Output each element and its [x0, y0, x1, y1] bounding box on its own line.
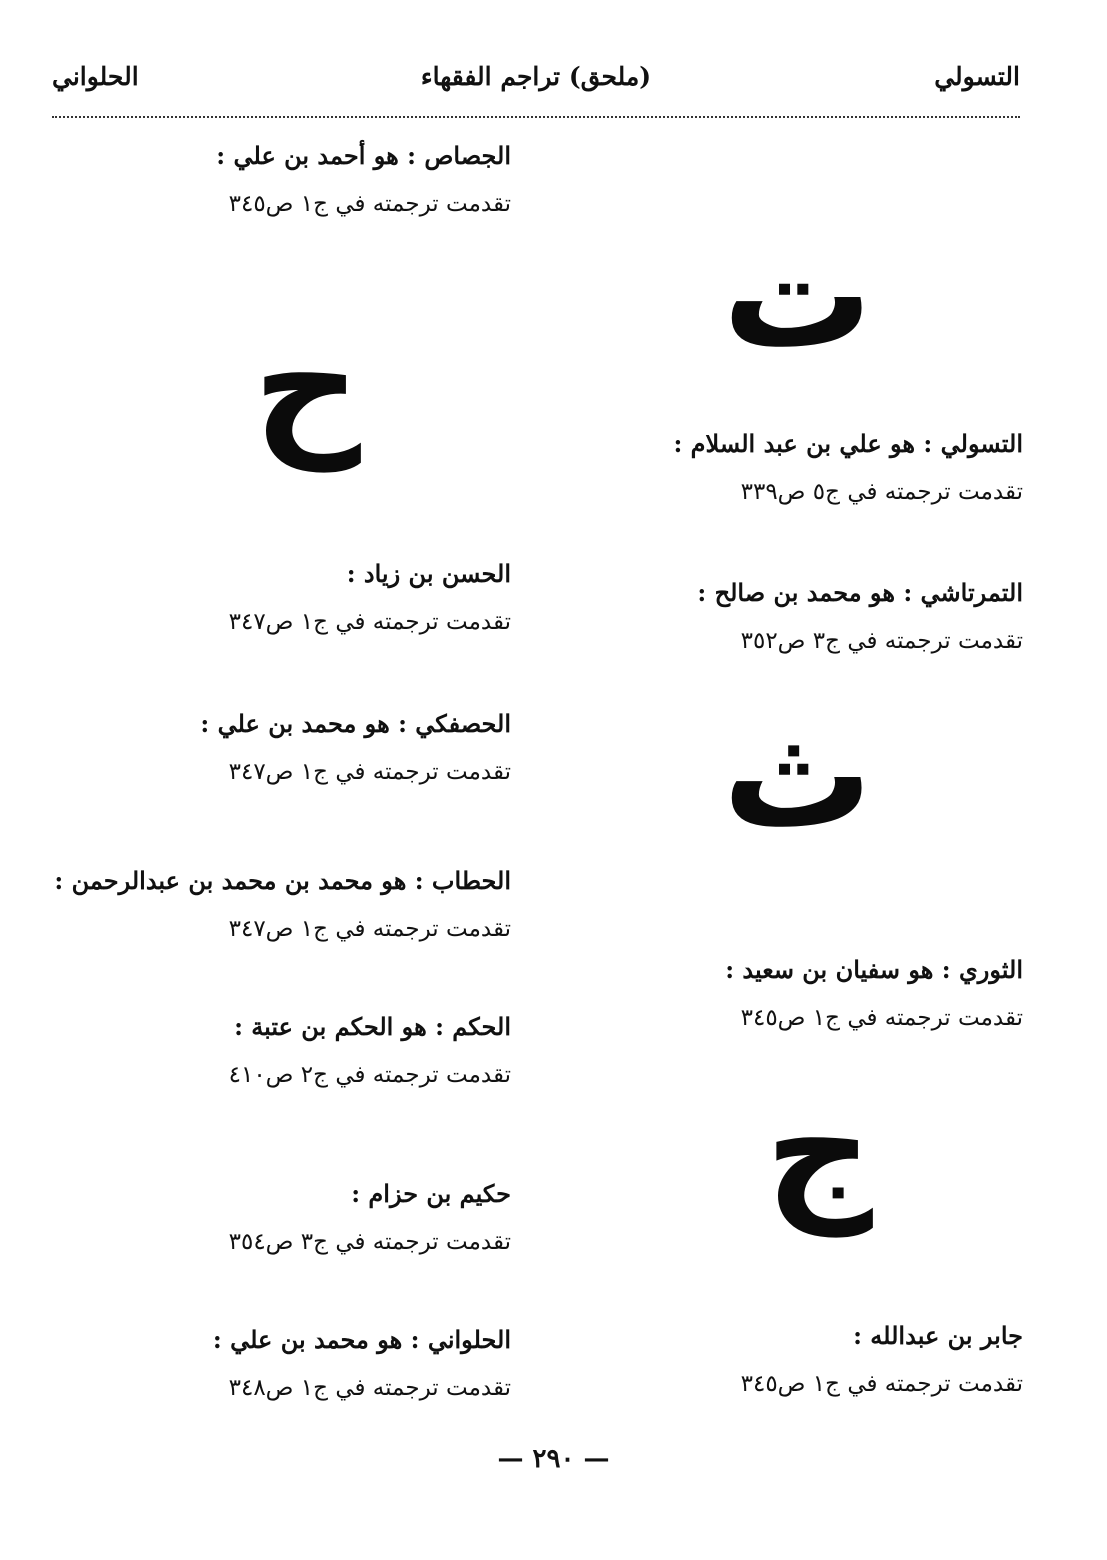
entry-reference: تقدمت ترجمته في ج١ ص٣٤٥	[740, 1371, 1023, 1397]
entry-name: الحصفكي : هو محمد بن علي :	[200, 709, 511, 738]
entry-reference: تقدمت ترجمته في ج٣ ص٣٥٢	[740, 628, 1023, 654]
entry-hasan-ibn-ziyad	[229, 550, 511, 646]
entry-reference: تقدمت ترجمته في ج٥ ص٣٣٩	[740, 479, 1023, 505]
entry-reference: تقدمت ترجمته في ج١ ص٣٤٧	[228, 759, 511, 785]
entry-halwani	[213, 1316, 511, 1412]
entry-name: جابر بن عبدالله :	[853, 1321, 1023, 1350]
entry-reference: تقدمت ترجمته في ج١ ص٣٤٥	[740, 1005, 1023, 1031]
entry-reference: تقدمت ترجمته في ج٢ ص٤١٠	[228, 1062, 511, 1088]
entry-name: الحلواني : هو محمد بن علي :	[212, 1325, 511, 1354]
section-letter-jim: ج	[764, 1063, 873, 1237]
entry-reference: تقدمت ترجمته في ج١ ص٣٤٥	[228, 191, 511, 217]
entry-name: الحطاب : هو محمد بن محمد بن عبدالرحمن :	[54, 866, 511, 895]
section-letter-tha: ث	[722, 688, 873, 862]
entry-hattab	[54, 857, 511, 953]
entry-tasuli	[673, 420, 1023, 516]
entry-name: الحكم : هو الحكم بن عتبة :	[234, 1012, 511, 1041]
entry-reference: تقدمت ترجمته في ج٣ ص٣٥٤	[228, 1229, 511, 1255]
section-letter-ha: ح	[252, 298, 361, 472]
entry-jabir	[741, 1312, 1023, 1408]
entry-name: حكيم بن حزام :	[351, 1179, 511, 1208]
header-right-title: التسولي	[934, 62, 1020, 91]
left-column	[41, 0, 511, 1560]
entry-reference: تقدمت ترجمته في ج١ ص٣٤٧	[228, 609, 511, 635]
entry-reference: تقدمت ترجمته في ج١ ص٣٤٨	[228, 1375, 511, 1401]
entry-name: التمرتاشي : هو محمد بن صالح :	[697, 578, 1023, 607]
entry-name: التسولي : هو علي بن عبد السلام :	[673, 429, 1023, 458]
entry-name: الحسن بن زياد :	[346, 559, 511, 588]
entry-thawri	[725, 946, 1023, 1042]
entry-name: الجصاص : هو أحمد بن علي :	[216, 141, 511, 170]
section-letter-ta: ت	[722, 208, 873, 382]
entry-hakam	[229, 1003, 511, 1099]
right-column	[603, 0, 1023, 1560]
entry-name: الثوري : هو سفيان بن سعيد :	[725, 955, 1023, 984]
entry-haskafi	[200, 700, 511, 796]
entry-reference: تقدمت ترجمته في ج١ ص٣٤٧	[228, 916, 511, 942]
entry-hakim-ibn-hizam	[229, 1170, 511, 1266]
entry-jassas	[216, 132, 511, 228]
entry-timurtashi	[697, 569, 1023, 665]
header-section-title: (ملحق) تراجم الفقهاء	[420, 62, 652, 91]
header-left-title: الحلواني	[52, 62, 139, 91]
page-number: — ٢٩٠ —	[497, 1444, 610, 1474]
